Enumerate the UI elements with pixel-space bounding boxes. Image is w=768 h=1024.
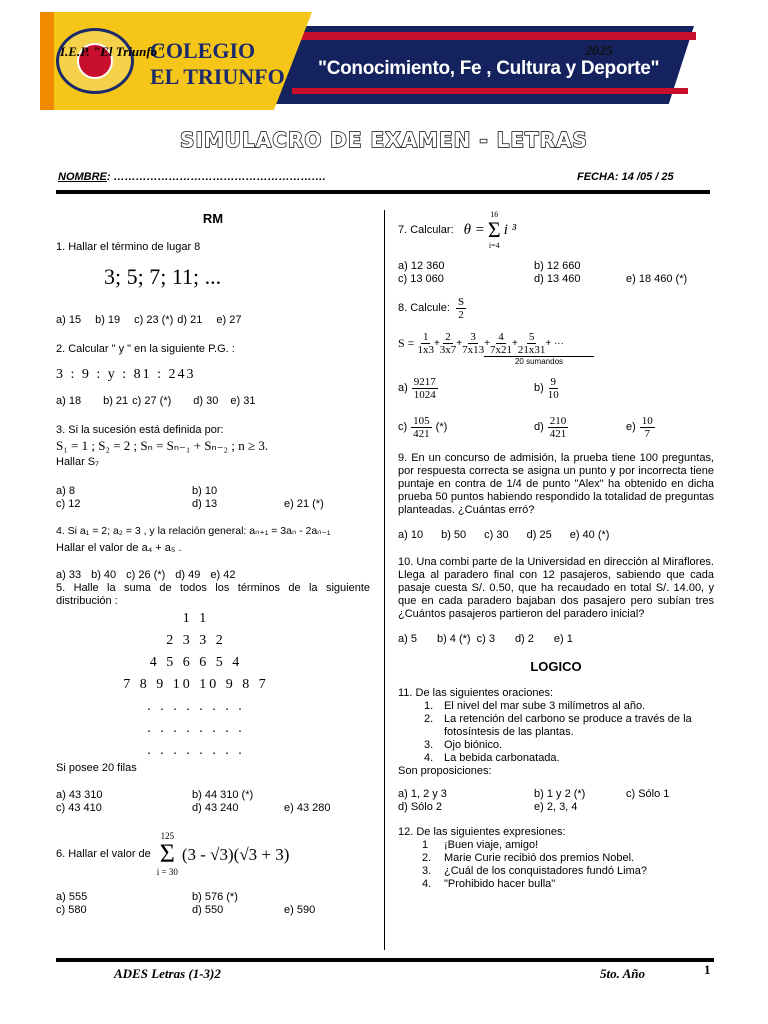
question-3: 3. Si la sucesión está definida por: <box>56 424 224 436</box>
q8-sumandos: 20 sumandos <box>484 356 594 366</box>
page-title: SIMULACRO DE EXAMEN - LETRAS <box>180 128 588 152</box>
name-field: NOMBRE: …………………………………………………. <box>58 171 326 183</box>
header-stripe-top <box>300 32 696 40</box>
footer-grade: 5to. Año <box>600 966 646 981</box>
date-field: FECHA: 14 /05 / 25 <box>577 171 674 183</box>
q8-options: a) $\frac{9217}{1024}$ b) $\frac{9}{10}$ c) $\frac{105}{421}$ (*) d) $\frac{210}{421}$ e) $\frac{10}{7}$ <box>398 376 653 440</box>
q6-options: a) 555 b) 576 (*) c) 580 d) 550 e) 590 <box>56 891 316 916</box>
question-2: 2. Calcular " y " en la siguiente P.G. : <box>56 343 235 355</box>
top-rule <box>56 190 710 194</box>
left-column <box>56 212 370 917</box>
q5-note: Si posee 20 filas <box>56 762 137 774</box>
question-11: 11. De las siguientes oraciones: <box>398 687 554 699</box>
q3-formula: S₁ = 1 ; S₂ = 2 ; Sₙ = Sₙ₋₁ + Sₙ₋₂ ; n ≥ 3. <box>56 438 269 453</box>
question-5: 5. Halle la suma de todos los términos de la siguiente distribución : <box>56 582 370 607</box>
q10-options: a) 5 b) 4 (*) c) 3 d) 2 e) 1 <box>398 633 573 645</box>
q6-summation: 125 Σ i = 30 <box>156 831 178 877</box>
q4-hallar: Hallar el valor de a₄ + a₅ . <box>56 542 182 554</box>
year: 2025 <box>585 44 613 59</box>
q7-options: a) 12 360 b) 12 660 c) 13 060 d) 13 460 e) 18 460 (*) <box>398 260 688 285</box>
question-9: 9. En un concurso de admisión, la prueba tiene 100 preguntas, por respuesta correcta se asigna un punto y por incorrecta tiene puntaje en contra de 1/4 de punto "Alex" ha obtenido en dicha prueba 50 puntos habiendo respondido la totalidad de preguntas planteadas. ¿Cuántas erró? <box>398 452 714 516</box>
q9-options: a) 10 b) 50 c) 30 d) 25 e) 40 (*) <box>398 529 610 541</box>
question-10: 10. Una combi parte de la Universidad en dirección al Miraflores. Llega al paradero final con 12 pasajeros, sabiendo que cada pasaje cuesta S/. 0.50, que ha recaudado en total S/. 14.00, y que en cada paradero bajaban dos pasajero pero subían tres ¿Cuántos pasajeros partieron del paradero inicial? <box>398 556 714 620</box>
q11-options: a) 1, 2 y 3 b) 1 y 2 (*) c) Sólo 1 d) Sólo 2 e) 2, 3, 4 <box>398 788 670 813</box>
q4-options: a) 33 b) 40 c) 26 (*) d) 49 e) 42 <box>56 569 236 581</box>
q1-sequence: 3; 5; 7; 11; ... <box>104 264 222 289</box>
q7-summation: 16 Σ i=4 <box>487 210 501 250</box>
column-divider <box>384 210 385 950</box>
header-stripe-bottom <box>292 88 688 94</box>
school-motto: "Conocimiento, Fe , Cultura y Deporte" <box>318 58 660 79</box>
bottom-rule <box>56 958 714 962</box>
q11-list: 1. El nivel del mar sube 3 milímetros al año. 2. La retención del carbono se produce a través de la fotosíntesis de las plantas. 3. Ojo biónico. 4. La bebida carbonatada. <box>424 700 692 764</box>
header-orange-strip <box>40 12 54 110</box>
q11-tail: Son proposiciones: <box>398 765 492 777</box>
q5-distribution: 1 1 2 3 3 2 4 5 6 6 5 4 7 8 9 10 10 9 8 7 . . . . . . . . . . . . . . . . . . . . . . . . <box>123 611 269 758</box>
q12-list: 1 ¡Buen viaje, amigo! 2. Marie Curie recibió dos premios Nobel. 3. ¿Cuál de los conquistadores fundó Lima? 4. "Prohibido hacer bulla" <box>422 839 648 890</box>
question-6: 6. Hallar el valor de 125 Σ i = 30 (3 - √3)(√3 + 3) <box>56 831 290 877</box>
q3-hallar: Hallar S₇ <box>56 456 99 468</box>
q8-series: S = $\frac{1}{1x3}$ + $\frac{2}{3x7}$ + $\frac{3}{7x13}$ + $\frac{4}{7x21}$ + $\frac{5}{21x31}$ + ··· <box>398 331 564 356</box>
school-crest-logo <box>56 28 134 94</box>
q2-options: a) 18 b) 21 c) 27 (*) d) 30 e) 31 <box>56 395 256 407</box>
school-name: COLEGIO EL TRIUNFO <box>150 38 285 89</box>
question-1: 1. Hallar el término de lugar 8 <box>56 241 201 253</box>
q1-options: a) 15 b) 19 c) 23 (*) d) 21 e) 27 <box>56 314 242 326</box>
question-4: 4. Si a₁ = 2; a₂ = 3 , y la relación general: aₙ₊₁ = 3aₙ - 2aₙ₋₁ <box>56 525 331 537</box>
section-rm: RM <box>202 211 224 226</box>
question-12: 12. De las siguientes expresiones: <box>398 826 566 838</box>
question-7: 7. Calcular: θ = 16 Σ i=4 i ³ <box>398 210 517 250</box>
footer-course: ADES Letras (1-3)2 <box>114 966 221 981</box>
page-number: 1 <box>704 962 711 977</box>
school-iep: I.E.P. "El Triunfo" <box>60 44 165 59</box>
q2-sequence: 3 : 9 : y : 81 : 243 <box>56 367 196 382</box>
right-column <box>398 212 714 891</box>
q3-options: a) 8 b) 10 c) 12 d) 13 e) 21 (*) <box>56 485 324 510</box>
q5-options: a) 43 310 b) 44 310 (*) c) 43 410 d) 43 240 e) 43 280 <box>56 789 331 814</box>
section-logico: LOGICO <box>530 659 582 674</box>
question-8: 8. Calcule: $\frac{S}{2}$ <box>398 296 465 321</box>
